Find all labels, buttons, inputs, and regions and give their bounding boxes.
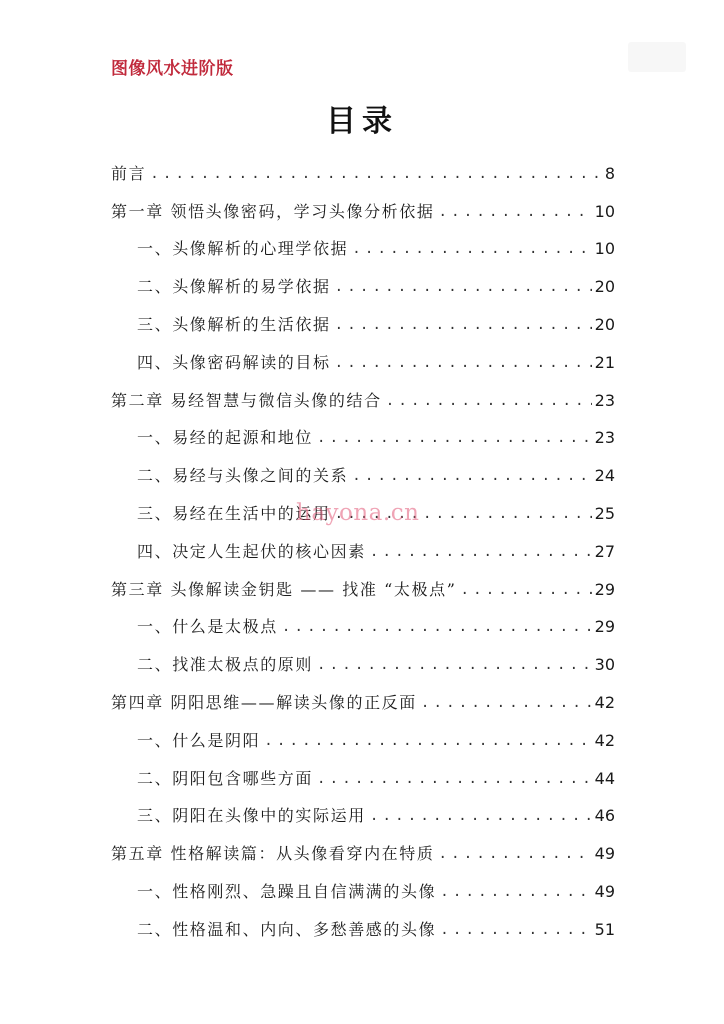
toc-dot-leader — [370, 806, 592, 826]
toc-entry[interactable] — [111, 789, 615, 827]
toc-entry-page: 44 — [594, 768, 615, 788]
toc-entry-label: 二、找准太极点的原则 — [137, 655, 314, 675]
toc-dot-leader — [282, 617, 592, 637]
toc-entry-label: 二、易经与头像之间的关系 — [137, 466, 349, 486]
toc-entry-label: 一、头像解析的心理学依据 — [137, 239, 349, 259]
toc-entry-label: 四、头像密码解读的目标 — [137, 352, 331, 372]
corner-mark — [628, 42, 686, 72]
toc-entry-page: 29 — [594, 617, 615, 637]
toc-entry-label: 一、什么是太极点 — [137, 617, 278, 637]
toc-entry-label: 前言 — [111, 163, 147, 183]
toc-entry[interactable] — [111, 675, 615, 713]
toc-dot-leader — [352, 466, 591, 486]
toc-entry-label: 第五章 性格解读篇：从头像看穿内在特质 — [111, 844, 435, 864]
toc-entry-label: 三、易经在生活中的运用 — [137, 503, 331, 523]
toc-dot-leader — [461, 580, 592, 600]
toc-entry-page: 21 — [594, 352, 615, 372]
toc-entry-label: 第四章 阴阳思维——解读头像的正反面 — [111, 692, 417, 712]
toc-entry-page: 24 — [594, 466, 615, 486]
toc-dot-leader — [335, 353, 592, 373]
toc-dot-leader — [317, 655, 592, 675]
toc-entry[interactable] — [111, 600, 615, 638]
toc-entry-page: 20 — [594, 277, 615, 297]
toc-dot-leader — [317, 428, 592, 448]
toc-dot-leader — [150, 164, 602, 184]
watermark-text: hayona.cn — [296, 500, 420, 526]
toc-entry-page: 10 — [594, 239, 615, 259]
toc-entry[interactable] — [111, 751, 615, 789]
toc-entry[interactable] — [111, 259, 615, 297]
toc-entry[interactable] — [111, 524, 615, 562]
toc-entry-label: 二、性格温和、内向、多愁善感的头像 — [137, 919, 437, 939]
toc-entry-page: 42 — [594, 692, 615, 712]
toc-dot-leader — [317, 769, 592, 789]
toc-entry[interactable] — [111, 562, 615, 600]
toc-dot-leader — [386, 391, 592, 411]
toc-entry[interactable] — [111, 184, 615, 222]
toc-dot-leader — [421, 693, 592, 713]
toc-entry[interactable] — [111, 448, 615, 486]
toc-entry-label: 第二章 易经智慧与微信头像的结合 — [111, 390, 382, 410]
table-of-contents — [111, 146, 615, 940]
toc-dot-leader — [439, 202, 592, 222]
toc-entry-page: 20 — [594, 314, 615, 334]
toc-entry-page: 42 — [594, 730, 615, 750]
toc-dot-leader — [335, 315, 592, 335]
toc-dot-leader — [370, 542, 592, 562]
toc-entry[interactable] — [111, 373, 615, 411]
toc-title: 目录 — [326, 104, 398, 139]
toc-entry[interactable] — [111, 222, 615, 260]
toc-entry-label: 二、阴阳包含哪些方面 — [137, 768, 314, 788]
toc-entry-label: 第三章 头像解读金钥匙 —— 找准 “太极点” — [111, 579, 457, 599]
toc-entry-label: 三、头像解析的生活依据 — [137, 314, 331, 334]
toc-dot-leader — [440, 920, 591, 940]
toc-entry-page: 8 — [604, 163, 615, 183]
toc-dot-leader — [352, 239, 591, 259]
toc-entry-label: 一、什么是阴阳 — [137, 730, 261, 750]
toc-dot-leader — [440, 882, 591, 902]
toc-entry[interactable] — [111, 826, 615, 864]
toc-entry[interactable] — [111, 902, 615, 940]
toc-entry-page: 10 — [594, 201, 615, 221]
toc-entry-page: 46 — [594, 806, 615, 826]
toc-entry-label: 一、易经的起源和地位 — [137, 428, 314, 448]
toc-entry-label: 第一章 领悟头像密码，学习头像分析依据 — [111, 201, 435, 221]
toc-entry[interactable] — [111, 335, 615, 373]
toc-entry[interactable] — [111, 864, 615, 902]
toc-entry-page: 51 — [594, 919, 615, 939]
toc-entry-page: 49 — [594, 844, 615, 864]
toc-entry-page: 30 — [594, 655, 615, 675]
toc-entry-label: 四、决定人生起伏的核心因素 — [137, 541, 366, 561]
document-header-title: 图像风水进阶版 — [111, 59, 234, 79]
toc-dot-leader — [335, 277, 592, 297]
toc-dot-leader — [335, 504, 592, 524]
toc-entry-label: 三、阴阳在头像中的实际运用 — [137, 806, 366, 826]
toc-dot-leader — [264, 731, 591, 751]
toc-entry[interactable] — [111, 637, 615, 675]
toc-entry-page: 29 — [594, 579, 615, 599]
toc-entry-page: 23 — [594, 428, 615, 448]
toc-entry[interactable] — [111, 486, 615, 524]
toc-entry[interactable] — [111, 713, 615, 751]
toc-entry-page: 49 — [594, 881, 615, 901]
toc-entry-page: 23 — [594, 390, 615, 410]
toc-entry-page: 27 — [594, 541, 615, 561]
toc-entry[interactable] — [111, 146, 615, 184]
toc-entry[interactable] — [111, 411, 615, 449]
toc-dot-leader — [439, 844, 592, 864]
toc-entry-label: 一、性格刚烈、急躁且自信满满的头像 — [137, 881, 437, 901]
toc-entry-label: 二、头像解析的易学依据 — [137, 277, 331, 297]
toc-entry-page: 25 — [594, 503, 615, 523]
toc-entry[interactable] — [111, 297, 615, 335]
